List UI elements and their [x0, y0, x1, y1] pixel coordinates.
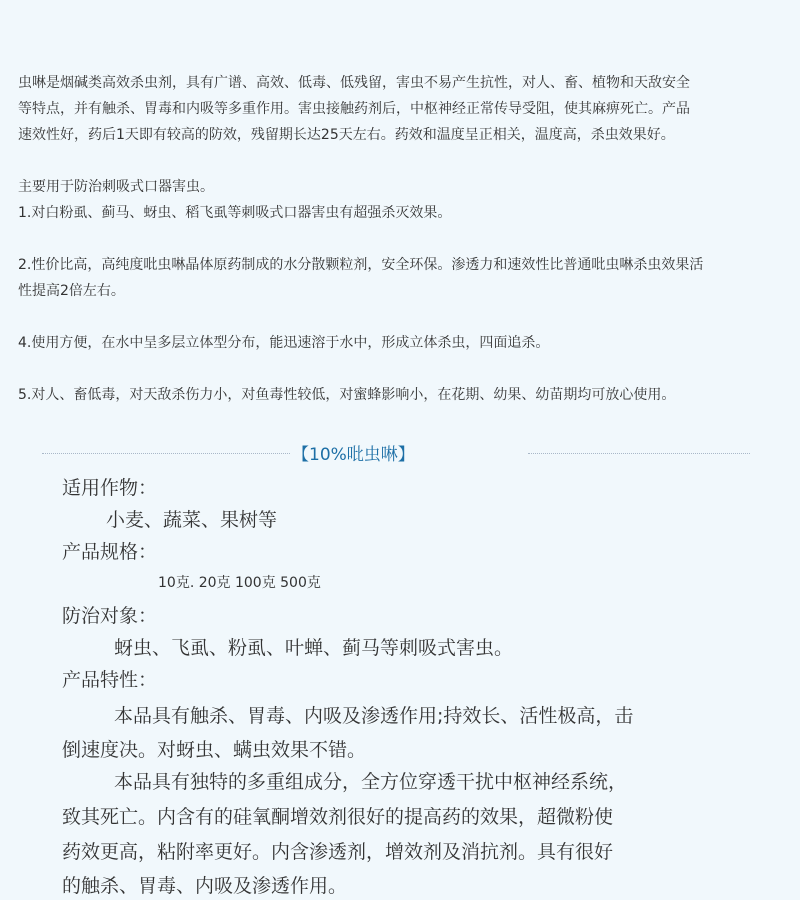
- spec-value: 10克. 20克 100克 500克: [158, 575, 321, 591]
- spec-label: 产品规格：: [62, 541, 158, 563]
- intro-line: 等特点，并有触杀、胃毒和内吸等多重作用。害虫接触药剂后，中枢神经正常传导受阻，使其麻痹死亡。产品: [18, 101, 690, 117]
- dotted-rule-right: [528, 453, 750, 454]
- crops-label: 适用作物：: [62, 477, 158, 499]
- feature-line: 本品具有触杀、胃毒、内吸及渗透作用;持效长、活性极高，击: [114, 705, 634, 727]
- feature-line: 的触杀、胃毒、内吸及渗透作用。: [62, 875, 348, 897]
- point-2-line: 性提高2倍左右。: [18, 283, 125, 299]
- point-2-line: 2.性价比高，高纯度吡虫啉晶体原药制成的水分散颗粒剂，安全环保。渗透力和速效性比普通吡虫啉杀虫效果活: [18, 257, 704, 273]
- point-1: 1.对白粉虱、蓟马、蚜虫、稻飞虱等刺吸式口器害虫有超强杀灭效果。: [18, 205, 452, 221]
- section-title: 【10%吡虫啉】: [292, 445, 415, 465]
- feature-label: 产品特性：: [62, 669, 158, 691]
- crops-value: 小麦、蔬菜、果树等: [106, 509, 278, 531]
- section-divider: [0, 442, 800, 468]
- dotted-rule-left: [42, 453, 290, 454]
- intro-text: [18, 70, 798, 408]
- target-value: 蚜虫、飞虱、粉虱、叶蝉、蓟马等刺吸式害虫。: [114, 637, 514, 659]
- intro-line: 虫啉是烟碱类高效杀虫剂，具有广谱、高效、低毒、低残留，害虫不易产生抗性，对人、畜、植物和天敌安全: [18, 75, 690, 91]
- usage-heading: 主要用于防治刺吸式口器害虫。: [18, 179, 214, 195]
- point-4: 4.使用方便，在水中呈多层立体型分布，能迅速溶于水中，形成立体杀虫，四面追杀。: [18, 335, 550, 351]
- target-label: 防治对象：: [62, 605, 158, 627]
- intro-line: 速效性好，药后1天即有较高的防效，残留期长达25天左右。药效和温度呈正相关，温度高，杀虫效果好。: [18, 127, 675, 143]
- point-5: 5.对人、畜低毒，对天敌杀伤力小，对鱼毒性较低，对蜜蜂影响小，在花期、幼果、幼苗期均可放心使用。: [18, 387, 676, 403]
- feature-line: 本品具有独特的多重组成分，全方位穿透干扰中枢神经系统，: [114, 771, 628, 793]
- feature-line: 倒速度决。对蚜虫、螨虫效果不错。: [62, 739, 367, 761]
- feature-line: 致其死亡。内含有的硅氧酮增效剂很好的提高药的效果，超微粉使: [62, 806, 614, 828]
- feature-line: 药效更高，粘附率更好。内含渗透剂，增效剂及消抗剂。具有很好: [62, 841, 614, 863]
